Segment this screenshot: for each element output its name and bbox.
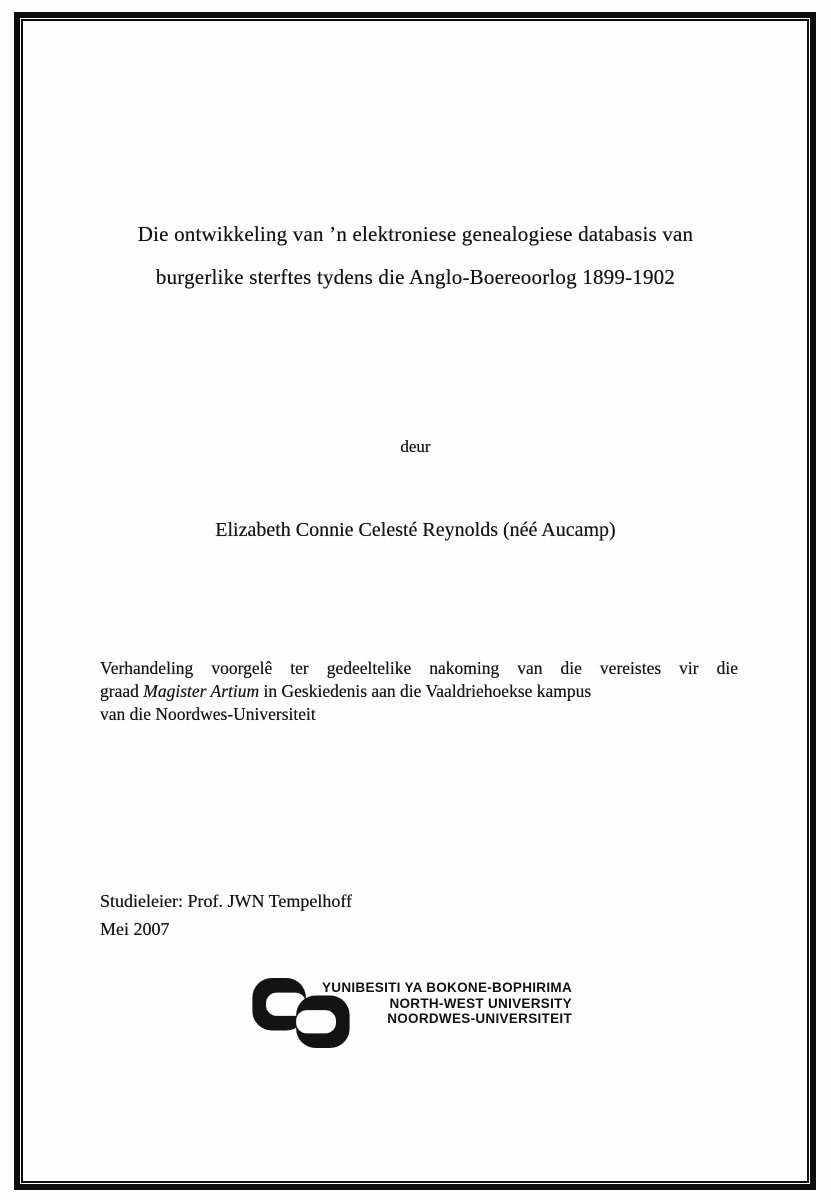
degree-statement-line2	[100, 680, 738, 703]
supervisor-block	[100, 887, 352, 943]
university-name-afrikaans: NOORDWES-UNIVERSITEIT	[387, 1011, 572, 1026]
degree-statement-line2-prefix: graad	[100, 681, 144, 701]
supervisor-line: Studieleier: Prof. JWN Tempelhoff	[100, 891, 353, 911]
date-line: Mei 2007	[100, 919, 170, 939]
degree-statement-line1: Verhandeling voorgelê ter gedeeltelike nakoming van die vereistes vir die	[100, 658, 738, 678]
author-name: Elizabeth Connie Celesté Reynolds (néé Aucamp)	[215, 519, 616, 541]
thesis-title	[0, 213, 831, 299]
degree-statement-line3: van die Noordwes-Universiteit	[100, 704, 316, 724]
byline: deur	[400, 437, 431, 456]
thesis-title-line2: burgerlike sterftes tydens die Anglo-Boereoorlog 1899-1902	[155, 265, 676, 289]
degree-statement-line2-suffix: in Geskiedenis aan die Vaaldriehoekse kampus	[259, 681, 592, 701]
degree-name-italic: Magister Artium	[143, 681, 260, 701]
thesis-title-line1: Die ontwikkeling van ’n elektroniese genealogiese databasis van	[137, 222, 694, 246]
degree-statement	[100, 657, 738, 726]
university-name-setswana: YUNIBESITI YA BOKONE-BOPHIRIMA	[321, 980, 572, 995]
university-name-english: NORTH-WEST UNIVERSITY	[389, 995, 572, 1011]
university-logo-text	[322, 980, 572, 1027]
